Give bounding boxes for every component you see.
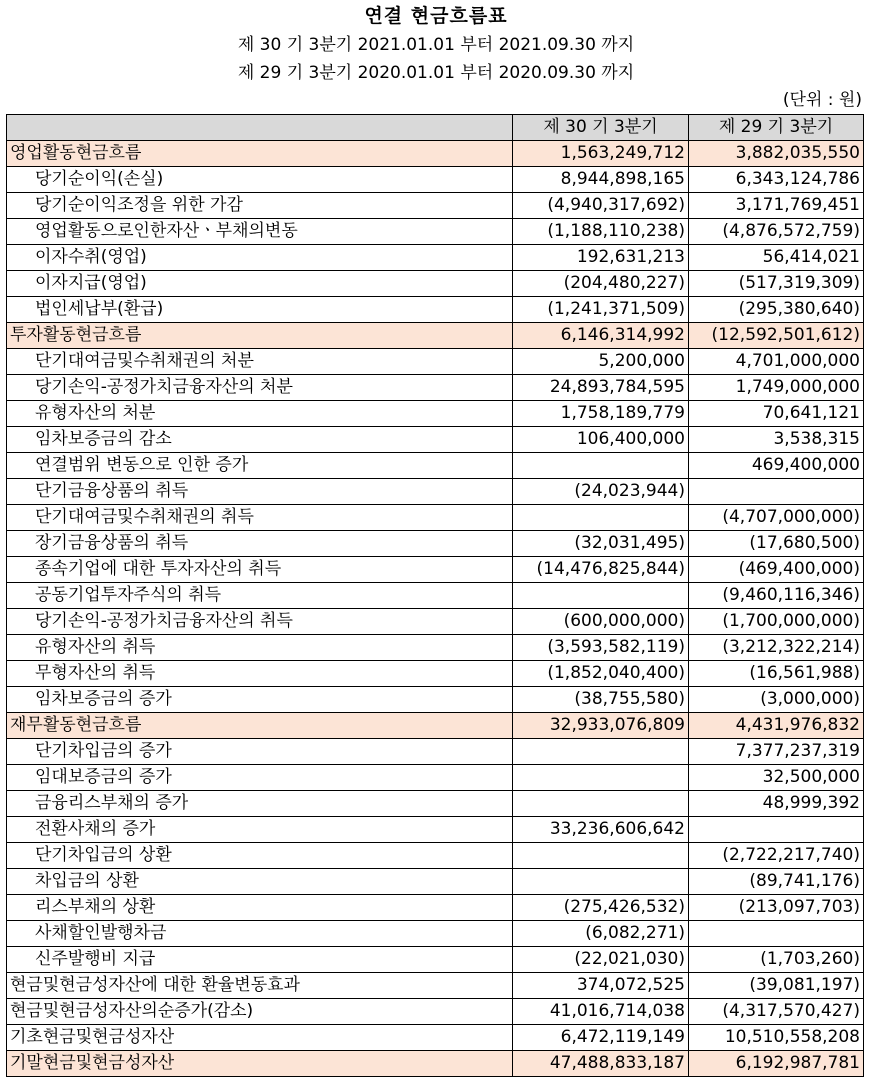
row-label: 유형자산의 취득 bbox=[7, 635, 513, 661]
prior-period-value: 3,538,315 bbox=[689, 427, 864, 453]
table-row bbox=[7, 999, 864, 1025]
table-row bbox=[7, 817, 864, 843]
table-row bbox=[7, 479, 864, 505]
table-row bbox=[7, 531, 864, 557]
table-row bbox=[7, 193, 864, 219]
prior-period-value: 10,510,558,208 bbox=[689, 1025, 864, 1051]
row-label: 기초현금및현금성자산 bbox=[7, 1025, 513, 1051]
row-label: 사채할인발행차금 bbox=[7, 921, 513, 947]
row-label: 공동기업투자주식의 취득 bbox=[7, 583, 513, 609]
current-period-value bbox=[513, 765, 689, 791]
row-label: 이자수취(영업) bbox=[7, 245, 513, 271]
prior-period-value: (1,700,000,000) bbox=[689, 609, 864, 635]
table-row bbox=[7, 427, 864, 453]
current-period-value: 5,200,000 bbox=[513, 349, 689, 375]
row-label: 단기금융상품의 취득 bbox=[7, 479, 513, 505]
row-label: 임대보증금의 증가 bbox=[7, 765, 513, 791]
row-label: 당기손익-공정가치금융자산의 처분 bbox=[7, 375, 513, 401]
prior-period-value: 70,641,121 bbox=[689, 401, 864, 427]
current-period-value: 32,933,076,809 bbox=[513, 713, 689, 739]
prior-period-value: 7,377,237,319 bbox=[689, 739, 864, 765]
table-header-row bbox=[7, 115, 864, 141]
current-period-value: 47,488,833,187 bbox=[513, 1051, 689, 1077]
current-period-value: 106,400,000 bbox=[513, 427, 689, 453]
period-current: 제 30 기 3분기 2021.01.01 부터 2021.09.30 까지 bbox=[237, 35, 635, 55]
prior-period-value: (39,081,197) bbox=[689, 973, 864, 999]
prior-period-value: 3,171,769,451 bbox=[689, 193, 864, 219]
current-period-value bbox=[513, 505, 689, 531]
table-row bbox=[7, 583, 864, 609]
row-label: 임차보증금의 증가 bbox=[7, 687, 513, 713]
current-period-value bbox=[513, 583, 689, 609]
table-row bbox=[7, 167, 864, 193]
table-row bbox=[7, 973, 864, 999]
row-label: 신주발행비 지급 bbox=[7, 947, 513, 973]
current-period-value bbox=[513, 843, 689, 869]
row-label: 단기대여금및수취채권의 취득 bbox=[7, 505, 513, 531]
table-row bbox=[7, 687, 864, 713]
table-row bbox=[7, 947, 864, 973]
table-row bbox=[7, 297, 864, 323]
row-label: 당기순이익조정을 위한 가감 bbox=[7, 193, 513, 219]
row-label: 당기손익-공정가치금융자산의 취득 bbox=[7, 609, 513, 635]
table-row bbox=[7, 323, 864, 349]
row-label: 종속기업에 대한 투자자산의 취득 bbox=[7, 557, 513, 583]
prior-period-value: (16,561,988) bbox=[689, 661, 864, 687]
current-period-value: (3,593,582,119) bbox=[513, 635, 689, 661]
table-row bbox=[7, 505, 864, 531]
prior-period-value: (1,703,260) bbox=[689, 947, 864, 973]
current-period-value: (32,031,495) bbox=[513, 531, 689, 557]
row-label: 연결범위 변동으로 인한 증가 bbox=[7, 453, 513, 479]
current-period-value: 192,631,213 bbox=[513, 245, 689, 271]
current-period-value: (6,082,271) bbox=[513, 921, 689, 947]
row-label: 유형자산의 처분 bbox=[7, 401, 513, 427]
table-row bbox=[7, 921, 864, 947]
prior-period-value: (3,000,000) bbox=[689, 687, 864, 713]
prior-period-value: (89,741,176) bbox=[689, 869, 864, 895]
prior-period-value bbox=[689, 479, 864, 505]
prior-period-value: (2,722,217,740) bbox=[689, 843, 864, 869]
row-label: 무형자산의 취득 bbox=[7, 661, 513, 687]
current-period-value bbox=[513, 453, 689, 479]
table-row bbox=[7, 843, 864, 869]
table-row bbox=[7, 401, 864, 427]
prior-period-value: 4,431,976,832 bbox=[689, 713, 864, 739]
prior-period-value: (12,592,501,612) bbox=[689, 323, 864, 349]
current-period-value: 24,893,784,595 bbox=[513, 375, 689, 401]
table-row bbox=[7, 1025, 864, 1051]
prior-period-value: (3,212,322,214) bbox=[689, 635, 864, 661]
current-period-value bbox=[513, 739, 689, 765]
prior-period-value: 6,192,987,781 bbox=[689, 1051, 864, 1077]
current-period-value: (1,188,110,238) bbox=[513, 219, 689, 245]
current-period-value: (600,000,000) bbox=[513, 609, 689, 635]
row-label: 현금및현금성자산의순증가(감소) bbox=[7, 999, 513, 1025]
row-label: 영업활동으로인한자산ㆍ부채의변동 bbox=[7, 219, 513, 245]
header-label-col bbox=[7, 115, 513, 141]
header-prior-period: 제 29 기 3분기 bbox=[689, 115, 864, 141]
table-row bbox=[7, 453, 864, 479]
current-period-value: (4,940,317,692) bbox=[513, 193, 689, 219]
row-label: 영업활동현금흐름 bbox=[7, 141, 513, 167]
current-period-value: (204,480,227) bbox=[513, 271, 689, 297]
table-row bbox=[7, 869, 864, 895]
table-row bbox=[7, 661, 864, 687]
table-row bbox=[7, 141, 864, 167]
row-label: 기말현금및현금성자산 bbox=[7, 1051, 513, 1077]
unit-label: (단위 : 원) bbox=[782, 90, 862, 110]
table-row bbox=[7, 895, 864, 921]
prior-period-value: (4,707,000,000) bbox=[689, 505, 864, 531]
row-label: 리스부채의 상환 bbox=[7, 895, 513, 921]
table-row bbox=[7, 609, 864, 635]
current-period-value: 33,236,606,642 bbox=[513, 817, 689, 843]
row-label: 이자지급(영업) bbox=[7, 271, 513, 297]
prior-period-value: 4,701,000,000 bbox=[689, 349, 864, 375]
prior-period-value: 1,749,000,000 bbox=[689, 375, 864, 401]
row-label: 단기대여금및수취채권의 처분 bbox=[7, 349, 513, 375]
current-period-value: (24,023,944) bbox=[513, 479, 689, 505]
row-label: 재무활동현금흐름 bbox=[7, 713, 513, 739]
current-period-value: (1,852,040,400) bbox=[513, 661, 689, 687]
table-row bbox=[7, 713, 864, 739]
row-label: 차입금의 상환 bbox=[7, 869, 513, 895]
current-period-value: 6,472,119,149 bbox=[513, 1025, 689, 1051]
current-period-value bbox=[513, 791, 689, 817]
table-row bbox=[7, 791, 864, 817]
prior-period-value: (295,380,640) bbox=[689, 297, 864, 323]
prior-period-value: (17,680,500) bbox=[689, 531, 864, 557]
prior-period-value: 469,400,000 bbox=[689, 453, 864, 479]
prior-period-value bbox=[689, 817, 864, 843]
table-row bbox=[7, 739, 864, 765]
row-label: 현금및현금성자산에 대한 환율변동효과 bbox=[7, 973, 513, 999]
prior-period-value: 56,414,021 bbox=[689, 245, 864, 271]
row-label: 임차보증금의 감소 bbox=[7, 427, 513, 453]
row-label: 전환사채의 증가 bbox=[7, 817, 513, 843]
prior-period-value: (9,460,116,346) bbox=[689, 583, 864, 609]
current-period-value: (275,426,532) bbox=[513, 895, 689, 921]
prior-period-value: 3,882,035,550 bbox=[689, 141, 864, 167]
table-row bbox=[7, 245, 864, 271]
prior-period-value: (4,876,572,759) bbox=[689, 219, 864, 245]
table-row bbox=[7, 635, 864, 661]
prior-period-value: 48,999,392 bbox=[689, 791, 864, 817]
prior-period-value: 32,500,000 bbox=[689, 765, 864, 791]
current-period-value: 374,072,525 bbox=[513, 973, 689, 999]
table-row bbox=[7, 271, 864, 297]
current-period-value: 41,016,714,038 bbox=[513, 999, 689, 1025]
row-label: 당기순이익(손실) bbox=[7, 167, 513, 193]
current-period-value: 1,563,249,712 bbox=[513, 141, 689, 167]
row-label: 금융리스부채의 증가 bbox=[7, 791, 513, 817]
statement-title: 연결 현금흐름표 bbox=[364, 5, 508, 27]
row-label: 단기차입금의 상환 bbox=[7, 843, 513, 869]
row-label: 단기차입금의 증가 bbox=[7, 739, 513, 765]
current-period-value: 8,944,898,165 bbox=[513, 167, 689, 193]
prior-period-value bbox=[689, 921, 864, 947]
current-period-value: (38,755,580) bbox=[513, 687, 689, 713]
header-current-period: 제 30 기 3분기 bbox=[513, 115, 689, 141]
current-period-value bbox=[513, 869, 689, 895]
prior-period-value: (213,097,703) bbox=[689, 895, 864, 921]
table-row bbox=[7, 765, 864, 791]
current-period-value: 6,146,314,992 bbox=[513, 323, 689, 349]
period-prior: 제 29 기 3분기 2020.01.01 부터 2020.09.30 까지 bbox=[237, 63, 635, 83]
table-row bbox=[7, 1051, 864, 1077]
cash-flow-table bbox=[6, 114, 864, 1077]
prior-period-value: (469,400,000) bbox=[689, 557, 864, 583]
row-label: 법인세납부(환급) bbox=[7, 297, 513, 323]
prior-period-value: (4,317,570,427) bbox=[689, 999, 864, 1025]
current-period-value: 1,758,189,779 bbox=[513, 401, 689, 427]
table-row bbox=[7, 349, 864, 375]
table-row bbox=[7, 375, 864, 401]
table-row bbox=[7, 219, 864, 245]
current-period-value: (1,241,371,509) bbox=[513, 297, 689, 323]
current-period-value: (14,476,825,844) bbox=[513, 557, 689, 583]
table-row bbox=[7, 557, 864, 583]
prior-period-value: (517,319,309) bbox=[689, 271, 864, 297]
prior-period-value: 6,343,124,786 bbox=[689, 167, 864, 193]
row-label: 투자활동현금흐름 bbox=[7, 323, 513, 349]
current-period-value: (22,021,030) bbox=[513, 947, 689, 973]
row-label: 장기금융상품의 취득 bbox=[7, 531, 513, 557]
